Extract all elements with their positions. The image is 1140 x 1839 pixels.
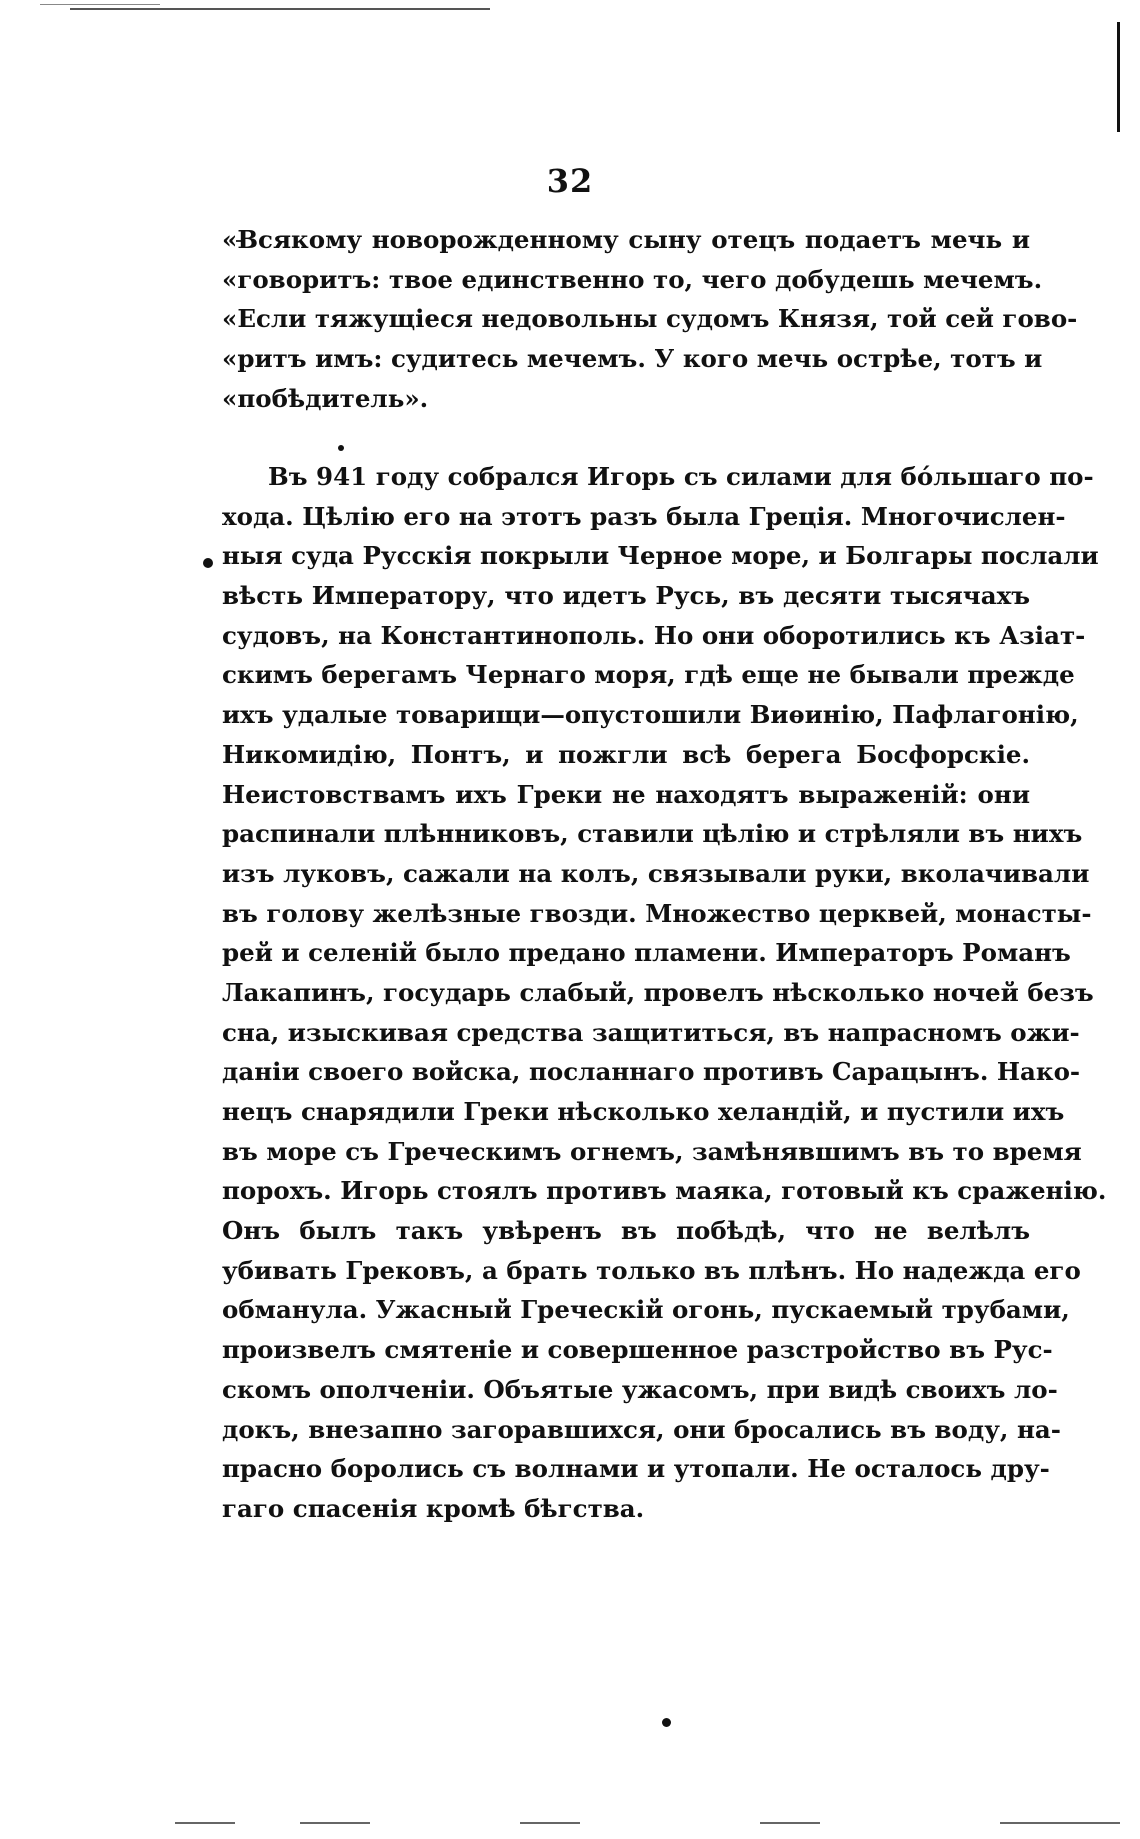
text-line: убивать Грековъ, а брать только въ плѣнъ. Но надежда его [222, 1255, 1081, 1285]
text-line: распинали плѣнниковъ, ставили цѣлію и стрѣляли въ нихъ [222, 819, 1083, 849]
text-line: скимъ берегамъ Чернаго моря, гдѣ еще не бывали прежде [222, 660, 1075, 690]
text-line: нецъ снарядили Греки нѣсколько хеландій, и пустили ихъ [222, 1097, 1065, 1126]
text-line: даніи своего войска, посланнаго противъ Сарацынъ. Нако- [222, 1057, 1081, 1087]
text-line: ихъ удалые товарищи—опустошили Виѳинію, Пафлагонію, [222, 700, 1079, 730]
text-line: Никомидію, Понтъ, и пожгли всѣ берега Босфорскіе. [222, 739, 1030, 769]
ink-spot [338, 445, 344, 451]
scan-edge-line [1000, 1822, 1120, 1824]
text-line: сна, изыскивая средства защититься, въ напрасномъ ожи- [222, 1017, 1080, 1047]
scan-edge-bar [1117, 22, 1120, 132]
text-line: изъ луковъ, сажали на колъ, связывали руки, вколачивали [222, 858, 1090, 888]
text-line: судовъ, на Константинополь. Но они оборотились къ Азіат- [222, 620, 1086, 650]
scan-edge-line [760, 1822, 820, 1824]
text-line: ныя суда Русскія покрыли Черное море, и Болгары послали [222, 541, 1099, 571]
text-line: рей и селеній было предано пламени. Императоръ Романъ [222, 938, 1071, 968]
text-line: гаго спасенія кромѣ бѣгства. [222, 1493, 645, 1523]
text-line: обманула. Ужасный Греческій огонь, пускаемый трубами, [222, 1295, 1070, 1325]
scan-edge-line [175, 1822, 235, 1824]
text-line: въ голову желѣзные гвозди. Множество церквей, монасты- [222, 898, 1092, 928]
text-line: «побѣдитель». [222, 383, 429, 413]
text-line: «Всякому новорожденному сыну отецъ подаетъ мечь и [222, 225, 1030, 254]
text-line: Въ 941 году собрался Игорь съ силами для бóльшаго по- [268, 462, 1094, 491]
scan-edge-line [70, 8, 490, 10]
text-line: въ море съ Греческимъ огнемъ, замѣнявшимъ въ то время [222, 1136, 1082, 1166]
text-line: Неистовствамъ ихъ Греки не находятъ выраженій: они [222, 779, 1030, 809]
text-line: Лакапинъ, государь слабый, провелъ нѣсколько ночей безъ [222, 977, 1094, 1007]
ink-spot [662, 1718, 671, 1727]
quote-block [222, 220, 1078, 418]
text-line: скомъ ополченіи. Объятые ужасомъ, при видѣ своихъ ло- [222, 1374, 1058, 1404]
text-line: «говоритъ: твое единственно то, чего добудешь мечемъ. [222, 264, 1043, 294]
scan-edge-line [300, 1822, 370, 1824]
scan-edge-line [40, 4, 160, 5]
scan-edge-line [520, 1822, 580, 1824]
text-line: прасно боролись съ волнами и утопали. Не осталось дру- [222, 1454, 1050, 1484]
text-line: Онъ былъ такъ увѣренъ въ побѣдѣ, что не велѣлъ [222, 1216, 1030, 1246]
text-line: порохъ. Игорь стоялъ противъ маяка, готовый къ сраженію. [222, 1176, 1107, 1206]
text-line: докъ, внезапно загоравшихся, они бросались въ воду, на- [222, 1414, 1061, 1444]
text-line: вѣсть Императору, что идетъ Русь, въ десяти тысячахъ [222, 581, 1030, 611]
text-line: «ритъ имъ: судитесь мечемъ. У кого мечь острѣе, тотъ и [222, 344, 1043, 374]
text-line: произвелъ смятеніе и совершенное разстройство въ Рус- [222, 1335, 1053, 1365]
ink-spot [203, 558, 213, 568]
page-number: 32 [546, 162, 594, 200]
main-paragraph [222, 457, 1107, 1529]
text-line: «Если тяжущіеся недовольны судомъ Князя, той сей гово- [222, 304, 1078, 334]
text-line: хода. Цѣлію его на этотъ разъ была Греція. Многочислен- [222, 501, 1066, 531]
